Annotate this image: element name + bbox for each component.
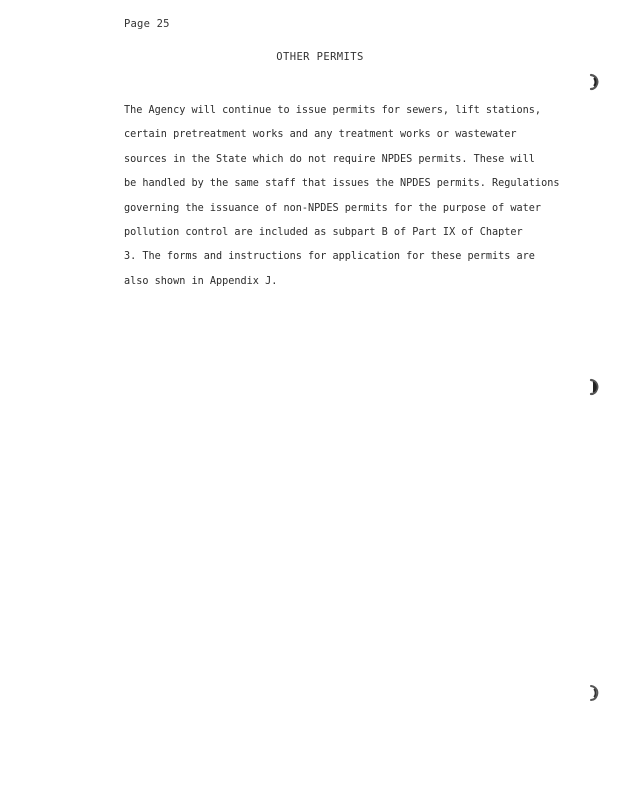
section-heading: OTHER PERMITS: [276, 51, 364, 63]
paragraph-line: be handled by the same staff that issues the NPDES permits. Regulations: [124, 178, 560, 190]
paragraph-line: also shown in Appendix J.: [124, 275, 278, 287]
paragraph-line: The Agency will continue to issue permits for sewers, lift stations,: [124, 105, 542, 116]
body-paragraph: [124, 99, 564, 294]
paragraph-line: pollution control are included as subpart B of Part IX of Chapter: [124, 226, 523, 238]
paragraph-line: sources in the State which do not require NPDES permits. These will: [124, 153, 535, 165]
page-number: Page 25: [124, 18, 170, 30]
paragraph-line: certain pretreatment works and any treatment works or wastewater: [124, 129, 517, 141]
binder-hole-icon: [588, 73, 600, 91]
binder-hole-icon: [588, 684, 600, 702]
binder-hole-icon: [588, 378, 600, 396]
paragraph-line: 3. The forms and instructions for application for these permits are: [124, 251, 535, 263]
paragraph-line: governing the issuance of non-NPDES permits for the purpose of water: [124, 202, 542, 214]
